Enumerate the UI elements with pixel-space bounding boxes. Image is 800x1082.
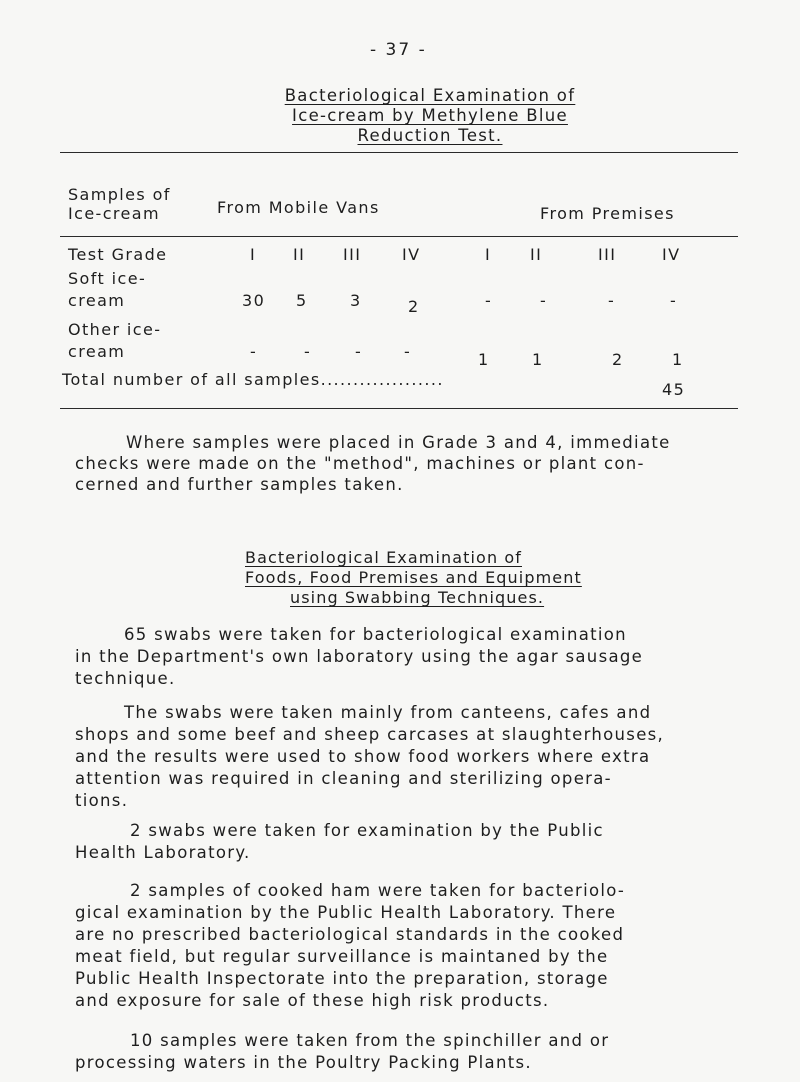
grade-header: III <box>598 245 617 264</box>
paragraph-ham-line6: and exposure for sale of these high risk products. <box>75 991 550 1010</box>
table-bottom-rule <box>60 408 738 409</box>
table-cell: 3 <box>350 291 362 310</box>
paragraph-swabs-line3: technique. <box>75 669 176 688</box>
section2-title-line2: Foods, Food Premises and Equipment <box>245 568 582 587</box>
total-value: 45 <box>662 380 686 399</box>
paragraph1-line1: Where samples were placed in Grade 3 and 4, immediate <box>126 433 671 452</box>
paragraph-canteens-line5: tions. <box>75 791 129 810</box>
table-top-rule <box>60 152 738 153</box>
table-cell: 2 <box>408 297 420 316</box>
paragraph-ham-line2: gical examination by the Public Health Laboratory. There <box>75 903 617 922</box>
grade-header: I <box>485 245 492 264</box>
total-label: Total number of all samples................... <box>62 370 444 389</box>
paragraph1-line2: checks were made on the "method", machines or plant con- <box>75 454 645 473</box>
grade-header: I <box>250 245 257 264</box>
test-grade-label: Test Grade <box>68 245 168 264</box>
section1-title-line3: Reduction Test. <box>357 126 503 145</box>
table-cell: 1 <box>532 350 544 369</box>
table-cell: - <box>540 291 548 310</box>
paragraph-ham-line1: 2 samples of cooked ham were taken for bacteriolo- <box>130 881 626 900</box>
table-cell: - <box>404 342 412 361</box>
row-label-soft-line1: Soft ice- <box>68 269 147 288</box>
section1-title-line2: Ice-cream by Methylene Blue <box>292 106 568 125</box>
section2-title-line1: Bacteriological Examination of <box>245 548 522 567</box>
paragraph-spinchiller-line1: 10 samples were taken from the spinchiller and or <box>130 1031 610 1050</box>
table-cell: 1 <box>672 350 684 369</box>
grade-header: II <box>530 245 543 264</box>
table-cell: 30 <box>242 291 266 310</box>
paragraph-public-health-line2: Health Laboratory. <box>75 843 251 862</box>
table-cell: - <box>670 291 678 310</box>
table-cell: - <box>250 342 258 361</box>
paragraph-ham-line4: meat field, but regular surveillance is maintaned by the <box>75 947 609 966</box>
paragraph-canteens-line2: shops and some beef and sheep carcases at slaughterhouses, <box>75 725 665 744</box>
col-group-premises: From Premises <box>540 204 675 223</box>
table-cell: 2 <box>612 350 624 369</box>
paragraph-canteens-line4: attention was required in cleaning and sterilizing opera- <box>75 769 612 788</box>
table-cell: - <box>485 291 493 310</box>
samples-header-line2: Ice-cream <box>68 204 160 223</box>
paragraph-canteens-line3: and the results were used to show food workers where extra <box>75 747 651 766</box>
paragraph-swabs-line2: in the Department's own laboratory using the agar sausage <box>75 647 644 666</box>
page-number: - 37 - <box>370 40 427 60</box>
table-cell: 1 <box>478 350 490 369</box>
col-group-mobile: From Mobile Vans <box>217 198 380 217</box>
paragraph-ham-line5: Public Health Inspectorate into the preparation, storage <box>75 969 609 988</box>
section2-title-line3: using Swabbing Techniques. <box>290 588 545 607</box>
table-cell: - <box>304 342 312 361</box>
samples-header-line1: Samples of <box>68 185 171 204</box>
grade-header: IV <box>662 245 681 264</box>
grade-header: III <box>343 245 362 264</box>
section1-title-line1: Bacteriological Examination of <box>284 86 576 105</box>
paragraph-public-health-line1: 2 swabs were taken for examination by the Public <box>130 821 604 840</box>
table-cell: - <box>355 342 363 361</box>
table-cell: - <box>608 291 616 310</box>
grade-header: II <box>293 245 306 264</box>
paragraph-canteens-line1: The swabs were taken mainly from canteens, cafes and <box>124 703 652 722</box>
grade-header: IV <box>402 245 421 264</box>
paragraph1-line3: cerned and further samples taken. <box>75 475 404 494</box>
row-label-other-line1: Other ice- <box>68 320 162 339</box>
table-cell: 5 <box>296 291 308 310</box>
table-header-rule <box>60 236 738 237</box>
paragraph-spinchiller-line2: processing waters in the Poultry Packing Plants. <box>75 1053 532 1072</box>
row-label-soft-line2: cream <box>68 291 126 310</box>
paragraph-swabs-line1: 65 swabs were taken for bacteriological examination <box>124 625 627 644</box>
row-label-other-line2: cream <box>68 342 126 361</box>
paragraph-ham-line3: are no prescribed bacteriological standards in the cooked <box>75 925 625 944</box>
